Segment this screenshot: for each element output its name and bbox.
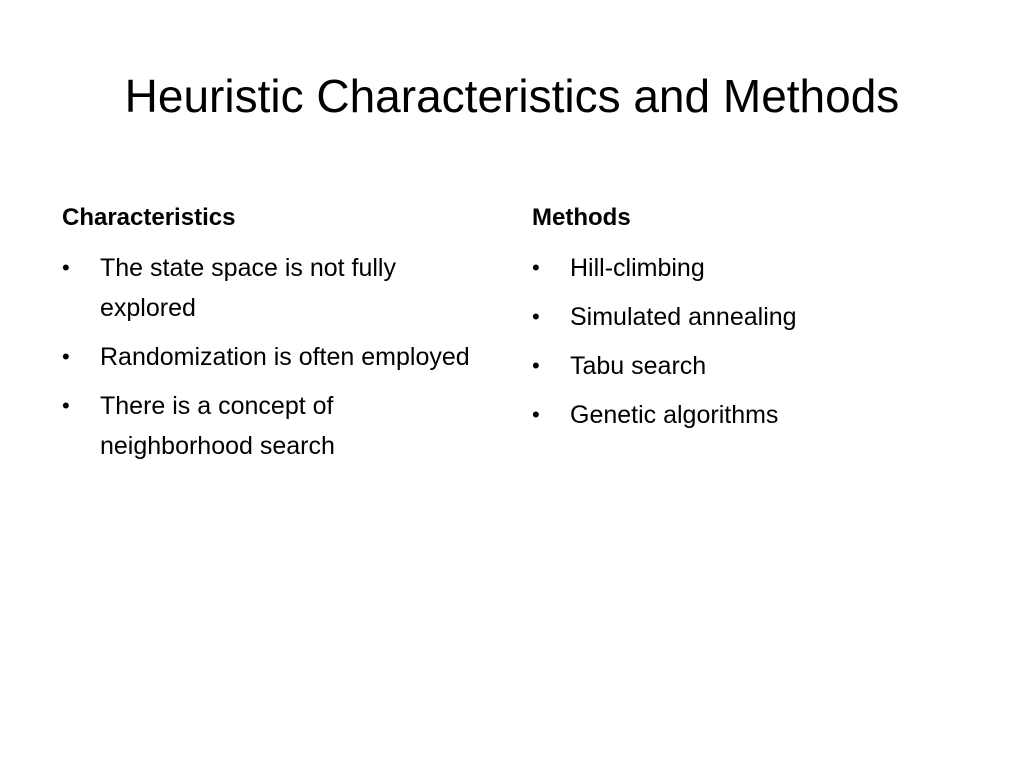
list-item [62,248,492,328]
methods-list [532,248,972,435]
list-item [62,386,492,466]
list-item-text: Simulated annealing [570,303,797,331]
bullet-icon: • [62,393,70,418]
list-item-text: The state space is not fully explored [100,254,396,322]
methods-heading: Methods [532,204,631,231]
list-item [62,337,492,377]
list-item [532,248,972,288]
slide-title: Heuristic Characteristics and Methods [124,70,900,122]
bullet-icon: • [532,402,540,427]
list-item-text: Genetic algorithms [570,401,779,429]
bullet-icon: • [62,255,70,280]
bullet-icon: • [532,304,540,329]
list-item [532,395,972,435]
bullet-icon: • [532,353,540,378]
list-item-text: Randomization is often employed [100,343,470,371]
list-item-text: Hill-climbing [570,254,705,282]
characteristics-heading: Characteristics [62,204,236,231]
methods-column [532,200,972,444]
list-item-text: There is a concept of neighborhood search [100,392,335,460]
characteristics-column [62,200,492,475]
characteristics-list [62,248,492,466]
list-item-text: Tabu search [570,352,707,380]
list-item [532,346,972,386]
bullet-icon: • [62,344,70,369]
list-item [532,297,972,337]
bullet-icon: • [532,255,540,280]
